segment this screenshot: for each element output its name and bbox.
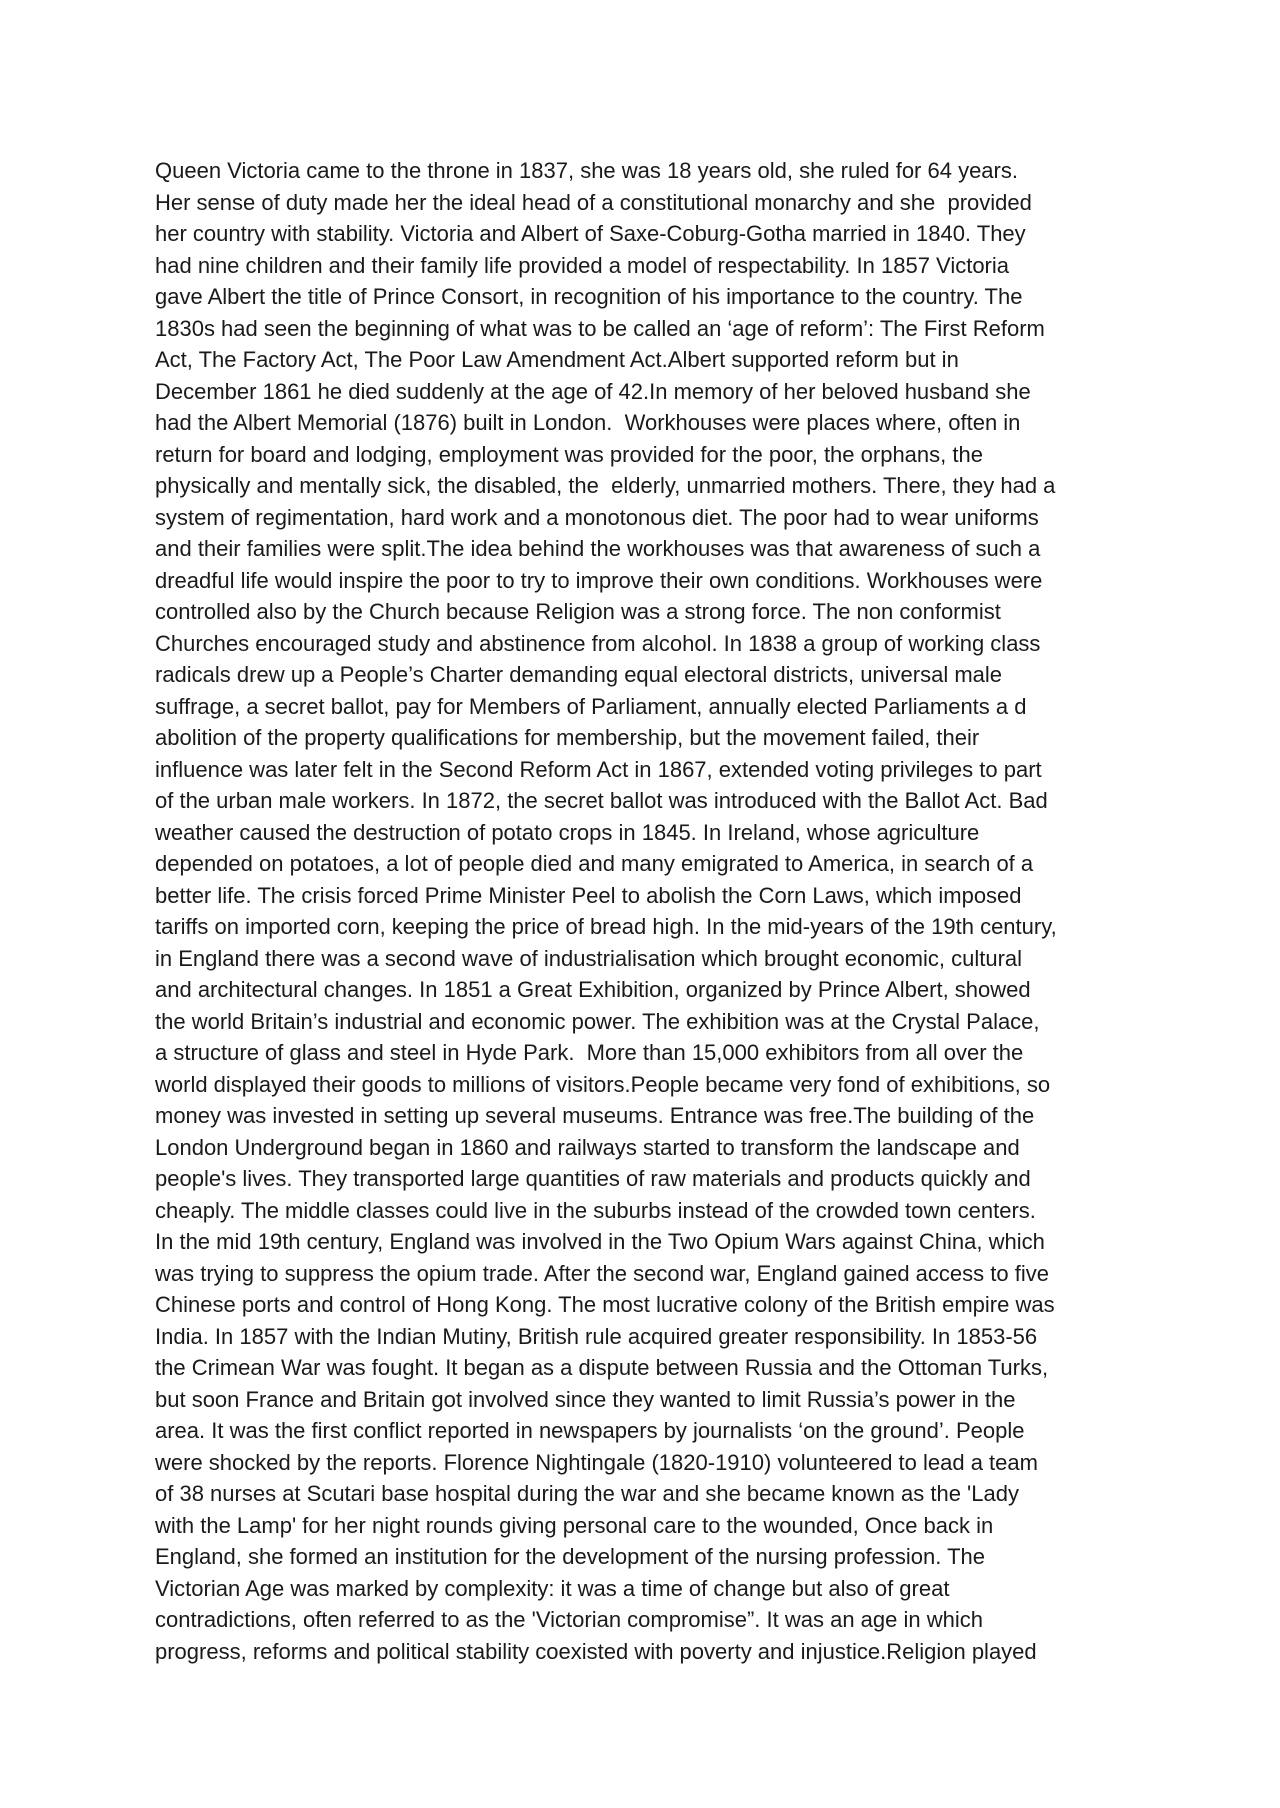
- text-line: return for board and lodging, employment was provided for the poor, the orphans, the: [155, 441, 983, 467]
- text-line: In the mid 19th century, England was involved in the Two Opium Wars against China, which: [155, 1229, 1045, 1254]
- text-line: of 38 nurses at Scutari base hospital during the war and she became known as the 'Lady: [155, 1481, 1019, 1506]
- text-line: in England there was a second wave of industrialisation which brought economic, cultural: [155, 945, 1023, 971]
- text-line: influence was later felt in the Second Reform Act in 1867, extended voting privileges to part: [155, 756, 1042, 782]
- text-line: system of regimentation, hard work and a monotonous diet. The poor had to wear uniforms: [155, 504, 1039, 530]
- text-line: London Underground began in 1860 and railways started to transform the landscape and: [155, 1134, 1020, 1160]
- text-line: Queen Victoria came to the throne in 1837, she was 18 years old, she ruled for 64 years.: [155, 158, 1018, 183]
- text-line: abolition of the property qualifications for membership, but the movement failed, their: [155, 725, 980, 750]
- text-line: dreadful life would inspire the poor to try to improve their own conditions. Workhouses were: [155, 567, 1043, 593]
- text-line: had the Albert Memorial (1876) built in London. Workhouses were places where, often in: [155, 410, 1021, 435]
- text-line: controlled also by the Church because Religion was a strong force. The non conformist: [155, 599, 1001, 624]
- text-line: tariffs on imported corn, keeping the price of bread high. In the mid-years of the 19th century,: [155, 914, 1057, 939]
- text-line: of the urban male workers. In 1872, the secret ballot was introduced with the Ballot Act. Bad: [155, 788, 1048, 813]
- text-line: depended on potatoes, a lot of people died and many emigrated to America, in search of a: [155, 851, 1034, 876]
- text-line: Act, The Factory Act, The Poor Law Amendment Act.Albert supported reform but in: [155, 347, 959, 372]
- text-line: the world Britain’s industrial and economic power. The exhibition was at the Crystal Palace,: [155, 1008, 1040, 1034]
- text-line: and architectural changes. In 1851 a Great Exhibition, organized by Prince Albert, showed: [155, 977, 1031, 1002]
- text-line: suffrage, a secret ballot, pay for Members of Parliament, annually elected Parliaments a d: [155, 693, 1027, 719]
- text-line: the Crimean War was fought. It began as a dispute between Russia and the Ottoman Turks,: [155, 1355, 1049, 1380]
- text-line: people's lives. They transported large quantities of raw materials and products quickly and: [155, 1166, 1031, 1191]
- text-line: world displayed their goods to millions of visitors.People became very fond of exhibitions, so: [155, 1071, 1051, 1097]
- text-line: were shocked by the reports. Florence Nightingale (1820-1910) volunteered to lead a team: [155, 1449, 1038, 1475]
- text-line: radicals drew up a People’s Charter demanding equal electoral districts, universal male: [155, 662, 1003, 687]
- body-text: [155, 155, 1155, 1667]
- text-line: was trying to suppress the opium trade. After the second war, England gained access to five: [155, 1260, 1049, 1286]
- text-line: 1830s had seen the beginning of what was to be called an ‘age of reform’: The First Reform: [155, 315, 1045, 341]
- text-line: her country with stability. Victoria and Albert of Saxe-Coburg-Gotha married in 1840. They: [155, 221, 1026, 246]
- text-line: Churches encouraged study and abstinence from alcohol. In 1838 a group of working class: [155, 630, 1041, 656]
- text-line: England, she formed an institution for the development of the nursing profession. The: [155, 1544, 985, 1569]
- text-line: physically and mentally sick, the disabled, the elderly, unmarried mothers. There, they had a: [155, 473, 1056, 498]
- text-line: with the Lamp' for her night rounds giving personal care to the wounded, Once back in: [155, 1512, 994, 1538]
- text-line: India. In 1857 with the Indian Mutiny, British rule acquired greater responsibility. In 1853-56: [155, 1323, 1038, 1349]
- text-line: a structure of glass and steel in Hyde Park. More than 15,000 exhibitors from all over the: [155, 1040, 1024, 1065]
- text-line: Her sense of duty made her the ideal head of a constitutional monarchy and she provided: [155, 189, 1032, 215]
- text-line: weather caused the destruction of potato crops in 1845. In Ireland, whose agriculture: [155, 819, 980, 845]
- text-line: contradictions, often referred to as the 'Victorian compromise”. It was an age in which: [155, 1607, 983, 1632]
- text-line: Chinese ports and control of Hong Kong. The most lucrative colony of the British empire was: [155, 1292, 1055, 1317]
- text-line: gave Albert the title of Prince Consort, in recognition of his importance to the country. The: [155, 284, 1023, 309]
- text-line: had nine children and their family life provided a model of respectability. In 1857 Victoria: [155, 252, 1010, 278]
- text-line: area. It was the first conflict reported in newspapers by journalists ‘on the ground’. People: [155, 1418, 1025, 1443]
- text-line: but soon France and Britain got involved since they wanted to limit Russia’s power in the: [155, 1386, 1016, 1412]
- text-line: and their families were split.The idea behind the workhouses was that awareness of such a: [155, 536, 1041, 561]
- text-line: better life. The crisis forced Prime Minister Peel to abolish the Corn Laws, which imposed: [155, 882, 1022, 908]
- text-line: December 1861 he died suddenly at the age of 42.In memory of her beloved husband she: [155, 378, 1031, 404]
- text-line: progress, reforms and political stability coexisted with poverty and injustice.Religion played: [155, 1638, 1037, 1664]
- text-line: Victorian Age was marked by complexity: it was a time of change but also of great: [155, 1575, 950, 1601]
- text-line: cheaply. The middle classes could live in the suburbs instead of the crowded town centers.: [155, 1197, 1036, 1223]
- text-line: money was invested in setting up several museums. Entrance was free.The building of the: [155, 1103, 1035, 1128]
